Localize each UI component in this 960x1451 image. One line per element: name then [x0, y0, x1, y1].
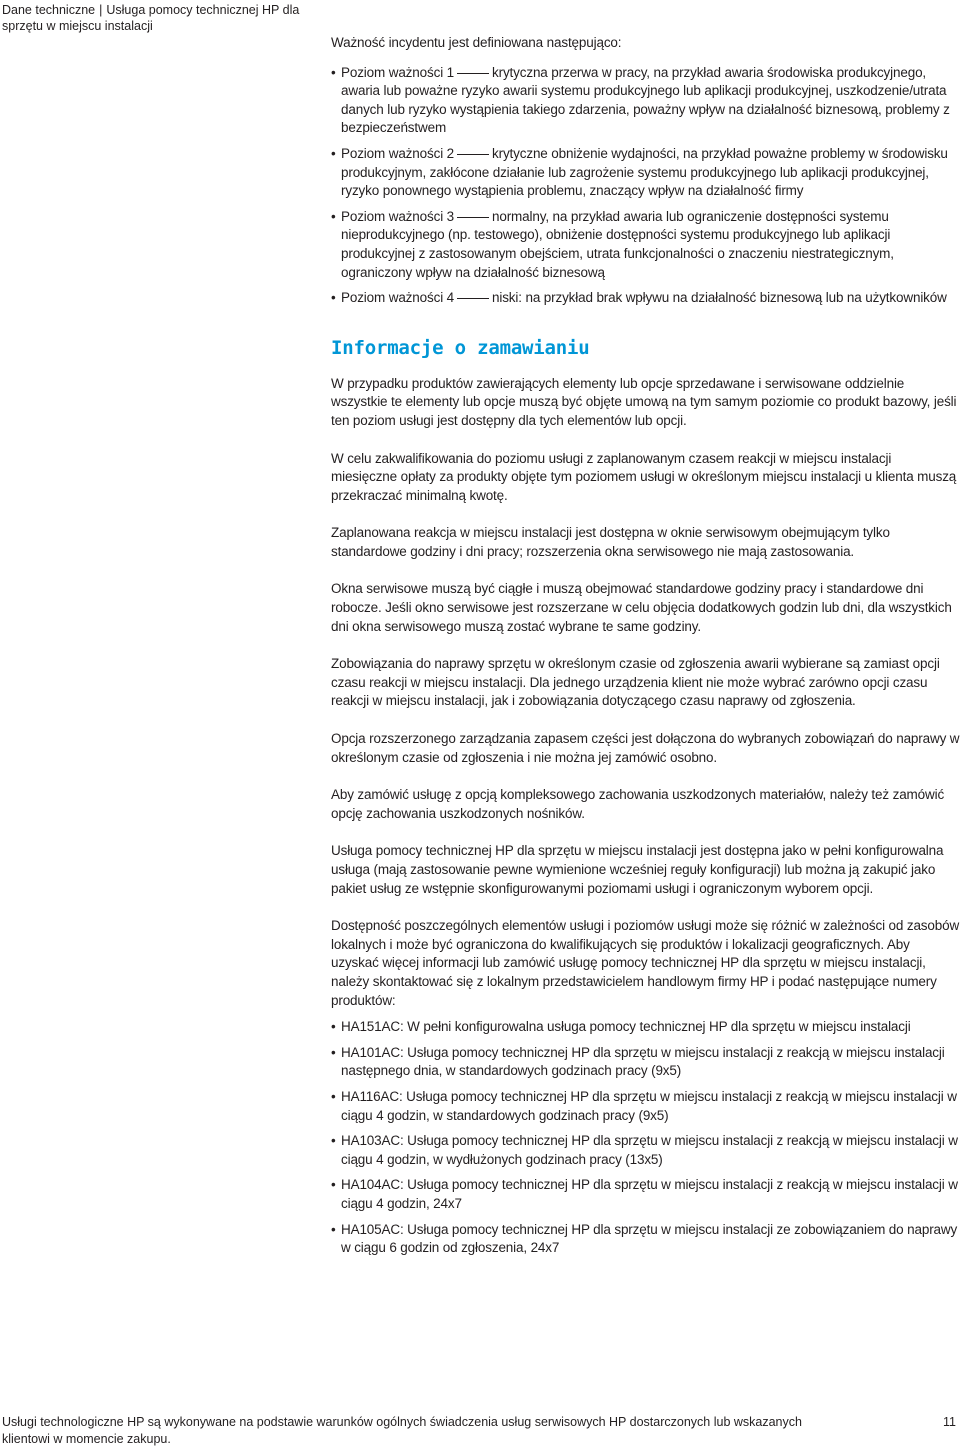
product-item: • HA103AC: Usługa pomocy technicznej HP dla sprzętu w miejscu instalacji z reakcją w miejscu instalacji w ciągu 4 godzin, w wydłużonych godzinach pracy (13x5): [331, 1132, 960, 1169]
dash-divider: [457, 154, 489, 155]
ordering-paragraph: Zaplanowana reakcja w miejscu instalacji jest dostępna w oknie serwisowym obejmującym tylko standardowe godziny i dni pracy; rozszerzenia okna serwisowego nie mają zastosowania.: [331, 525, 890, 559]
product-item: • HA104AC: Usługa pomocy technicznej HP dla sprzętu w miejscu instalacji z reakcją w miejscu instalacji w ciągu 4 godzin, 24x7: [331, 1176, 960, 1213]
dash-divider: [457, 298, 489, 299]
main-content: [331, 34, 960, 1265]
severity-level-4: [331, 289, 960, 308]
header-subtitle: Usługa pomocy technicznej HP dla sprzętu w miejscu instalacji: [2, 3, 300, 33]
severity-level-3: [331, 208, 960, 282]
severity-description: normalny, na przykład awaria lub ograniczenie dostępności systemu nieprodukcyjnego (np. testowego), obniżenie dostępności systemu produkcyjnego lub aplikacji produkcyjnej z zastosowanym obejściem, utrata funkcjonalności o znaczeniu niestrategicznym, ograniczony wpływ na działalność biznesową: [341, 208, 894, 280]
page-number: 11: [943, 1415, 956, 1429]
product-item: • HA101AC: Usługa pomocy technicznej HP dla sprzętu w miejscu instalacji z reakcją w miejscu instalacji następnego dnia, w standardowych godzinach pracy (9x5): [331, 1044, 960, 1081]
ordering-paragraph: Opcja rozszerzonego zarządzania zapasem części jest dołączona do wybranych zobowiązań do naprawy w określonym czasie od zgłoszenia i nie można jej zamówić osobno.: [331, 731, 960, 765]
ordering-paragraph: Okna serwisowe muszą być ciągłe i muszą obejmować standardowe godziny pracy i standardowe dni robocze. Jeśli okno serwisowe jest rozszerzane w celu objęcia dodatkowych godzin lub dni, dla wszystkich dni okna serwisowego muszą zostać wybrane te same godziny.: [331, 581, 952, 634]
severity-label: Poziom ważności 4: [341, 290, 454, 306]
severity-label: Poziom ważności 1: [341, 64, 454, 80]
severity-intro: Ważność incydentu jest definiowana następująco:: [331, 35, 622, 50]
footer-note: Usługi technologiczne HP są wykonywane na podstawie warunków ogólnych świadczenia usług serwisowych HP dostarczonych lub wskazanych klientowi w momencie zakupu.: [2, 1415, 802, 1446]
product-item: • HA116AC: Usługa pomocy technicznej HP dla sprzętu w miejscu instalacji z reakcją w miejscu instalacji w ciągu 4 godzin, w standardowych godzinach pracy (9x5): [331, 1088, 960, 1125]
ordering-paragraph: W przypadku produktów zawierających elementy lub opcje sprzedawane i serwisowane oddzielnie wszystkie te elementy lub opcje muszą być objęte umową na tym samym poziomie co produkt bazowy, jeśli ten poziom usługi jest dostępny dla tych elementów lub opcji.: [331, 375, 957, 428]
ordering-heading: Informacje o zamawianiu: [331, 336, 590, 359]
severity-level-1: [331, 64, 960, 138]
severity-description: krytyczna przerwa w pracy, na przykład awaria środowiska produkcyjnego, awaria lub poważne ryzyko awarii systemu produkcyjnego lub aplikacji produkcyjnej, uszkodzenie/utrata danych lub ryzyko wystąpienia takiego zdarzenia, poważny wpływ na działalność biznesową, problemy z bezpieczeństwem: [341, 64, 950, 136]
header-separator: |: [99, 3, 103, 17]
product-list: [331, 1018, 960, 1258]
dash-divider: [457, 217, 489, 218]
dash-divider: [457, 73, 489, 74]
severity-description: krytyczne obniżenie wydajności, na przykład poważne problemy w środowisku produkcyjnym, zakłócone działanie lub zagrożenie systemu produkcyjnego lub aplikacji produkcyjnej, ryzyko ponownego wystąpienia problemu, znaczący wpływ na działalność firmy: [341, 145, 948, 199]
severity-list: [331, 64, 960, 308]
ordering-paragraph: Dostępność poszczególnych elementów usługi i poziomów usługi może się różnić w zależności od zasobów lokalnych i może być ograniczona do kwalifikujących się produktów i lokalizacji geograficznych. Aby uzyskać więcej informacji lub zamówić usługę pomocy technicznej HP dla sprzętu w miejscu instalacji, należy skontaktować się z lokalnym przedstawicielem handlowym firmy HP i podać następujące numery produktów:: [331, 918, 960, 1008]
ordering-paragraph: Usługa pomocy technicznej HP dla sprzętu w miejscu instalacji jest dostępna jako w pełni konfigurowalna usługa (mają zastosowanie pewne wymienione wcześniej reguły konfiguracji) lub można ją zakupić jako pakiet usług ze wstępnie skonfigurowanymi poziomami usługi i ograniczonym wyborem opcji.: [331, 843, 944, 896]
ordering-paragraph: Aby zamówić usługę z opcją kompleksowego zachowania uszkodzonych materiałów, należy też zamówić opcję zachowania uszkodzonych nośników.: [331, 787, 945, 821]
product-item: • HA105AC: Usługa pomocy technicznej HP dla sprzętu w miejscu instalacji ze zobowiązaniem do naprawy w ciągu 6 godzin od zgłoszenia, 24x7: [331, 1221, 960, 1258]
document-header: [2, 2, 302, 34]
product-item: • HA151AC: W pełni konfigurowalna usługa pomocy technicznej HP dla sprzętu w miejscu instalacji: [331, 1018, 960, 1037]
ordering-paragraph: Zobowiązania do naprawy sprzętu w określonym czasie od zgłoszenia awarii wybierane są zamiast opcji czasu reakcji w miejscu instalacji. Dla jednego urządzenia klient nie może wybrać zarówno opcji czasu reakcji w miejscu instalacji, jak i zobowiązania dotyczącego czasu naprawy od zgłoszenia.: [331, 656, 940, 709]
header-title: Dane techniczne: [2, 3, 96, 17]
severity-label: Poziom ważności 2: [341, 145, 454, 161]
severity-level-2: [331, 145, 960, 201]
severity-description: niski: na przykład brak wpływu na działalność biznesową lub na użytkowników: [492, 290, 947, 306]
ordering-paragraph: W celu zakwalifikowania do poziomu usługi z zaplanowanym czasem reakcji w miejscu instalacji miesięczne opłaty za produkty objęte tym poziomem usługi w określonym miejscu instalacji u klienta muszą przekraczać minimalną kwotę.: [331, 450, 957, 503]
severity-label: Poziom ważności 3: [341, 208, 454, 224]
